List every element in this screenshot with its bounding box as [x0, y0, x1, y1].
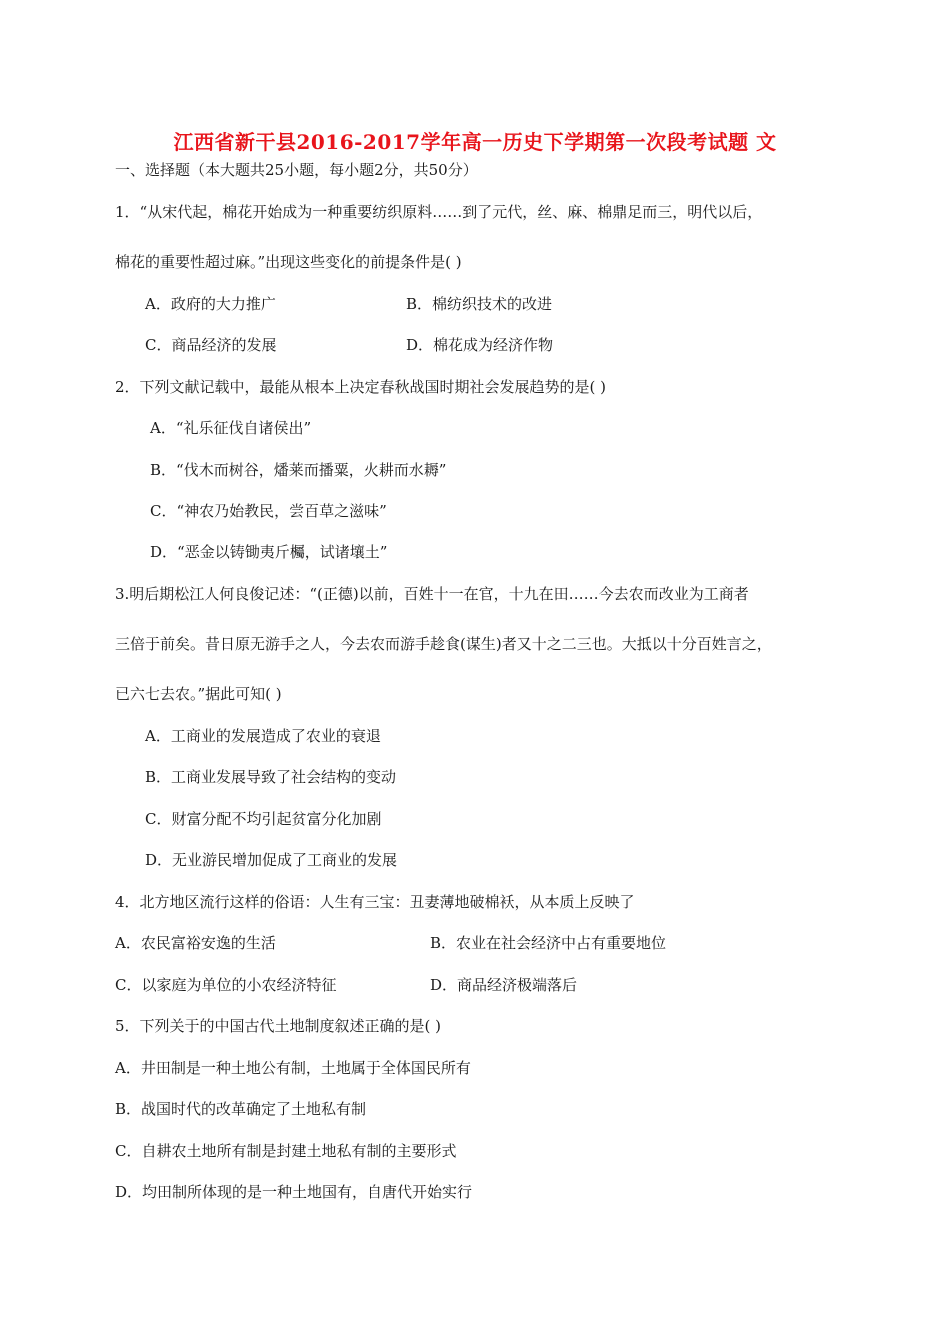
question-3-option-d: D．无业游民增加促成了工商业的发展 [145, 851, 398, 869]
question-5-option-c: C．自耕农土地所有制是封建土地私有制的主要形式 [115, 1142, 457, 1160]
question-5-option-b: B．战国时代的改革确定了土地私有制 [115, 1100, 367, 1118]
section-heading: 一、选择题（本大题共25小题，每小题2分，共50分） [115, 161, 478, 179]
question-1-option-d: D．棉花成为经济作物 [406, 336, 554, 354]
question-4-option-b: B．农业在社会经济中占有重要地位 [430, 934, 667, 952]
question-2-option-b: B．“伐木而树谷，燔莱而播粟，火耕而水耨” [150, 461, 447, 479]
question-3-stem-line-2: 三倍于前矣。昔日原无游手之人，今去农而游手趁食(谋生)者又十之二三也。大抵以十分百姓言之， [115, 635, 772, 653]
question-4-option-d: D．商品经济极端落后 [430, 976, 578, 994]
question-1-option-c: C．商品经济的发展 [145, 336, 277, 354]
question-3-option-b: B．工商业发展导致了社会结构的变动 [145, 768, 397, 786]
question-2-stem: 2．下列文献记载中，最能从根本上决定春秋战国时期社会发展趋势的是( ) [115, 378, 607, 396]
question-4-option-c: C．以家庭为单位的小农经济特征 [115, 976, 337, 994]
question-5-option-d: D．均田制所体现的是一种土地国有，自唐代开始实行 [115, 1183, 473, 1201]
question-1-option-b: B．棉纺织技术的改进 [406, 295, 553, 313]
question-5-stem: 5．下列关于的中国古代土地制度叙述正确的是( ) [115, 1017, 442, 1035]
question-4-option-a: A．农民富裕安逸的生活 [115, 934, 276, 952]
question-3-option-c: C．财富分配不均引起贫富分化加剧 [145, 810, 382, 828]
question-1-stem-line-1: 1．“从宋代起，棉花开始成为一种重要纺织原料……到了元代，丝、麻、棉鼎足而三，明代以后， [115, 203, 763, 221]
question-3-option-a: A．工商业的发展造成了农业的衰退 [145, 727, 381, 745]
question-1-option-a: A．政府的大力推广 [145, 295, 276, 313]
question-3-stem-line-1: 3.明后期松江人何良俊记述：“(正德)以前，百姓十一在官，十九在田……今去农而改业为工商者 [115, 585, 749, 603]
question-2-option-d: D．“恶金以铸锄夷斤欘，试诸壤土” [150, 543, 388, 561]
page-title: 江西省新干县2016-2017学年高一历史下学期第一次段考试题 文 [173, 130, 777, 154]
question-4-stem: 4．北方地区流行这样的俗语：人生有三宝：丑妻薄地破棉袄，从本质上反映了 [115, 893, 635, 911]
question-1-stem-line-2: 棉花的重要性超过麻。”出现这些变化的前提条件是( ) [115, 253, 462, 271]
question-3-stem-line-3: 已六七去农。”据此可知( ) [115, 685, 282, 703]
question-2-option-c: C．“神农乃始教民，尝百草之滋味” [150, 502, 387, 520]
question-5-option-a: A．井田制是一种土地公有制，土地属于全体国民所有 [115, 1059, 471, 1077]
question-2-option-a: A．“礼乐征伐自诸侯出” [150, 419, 312, 437]
